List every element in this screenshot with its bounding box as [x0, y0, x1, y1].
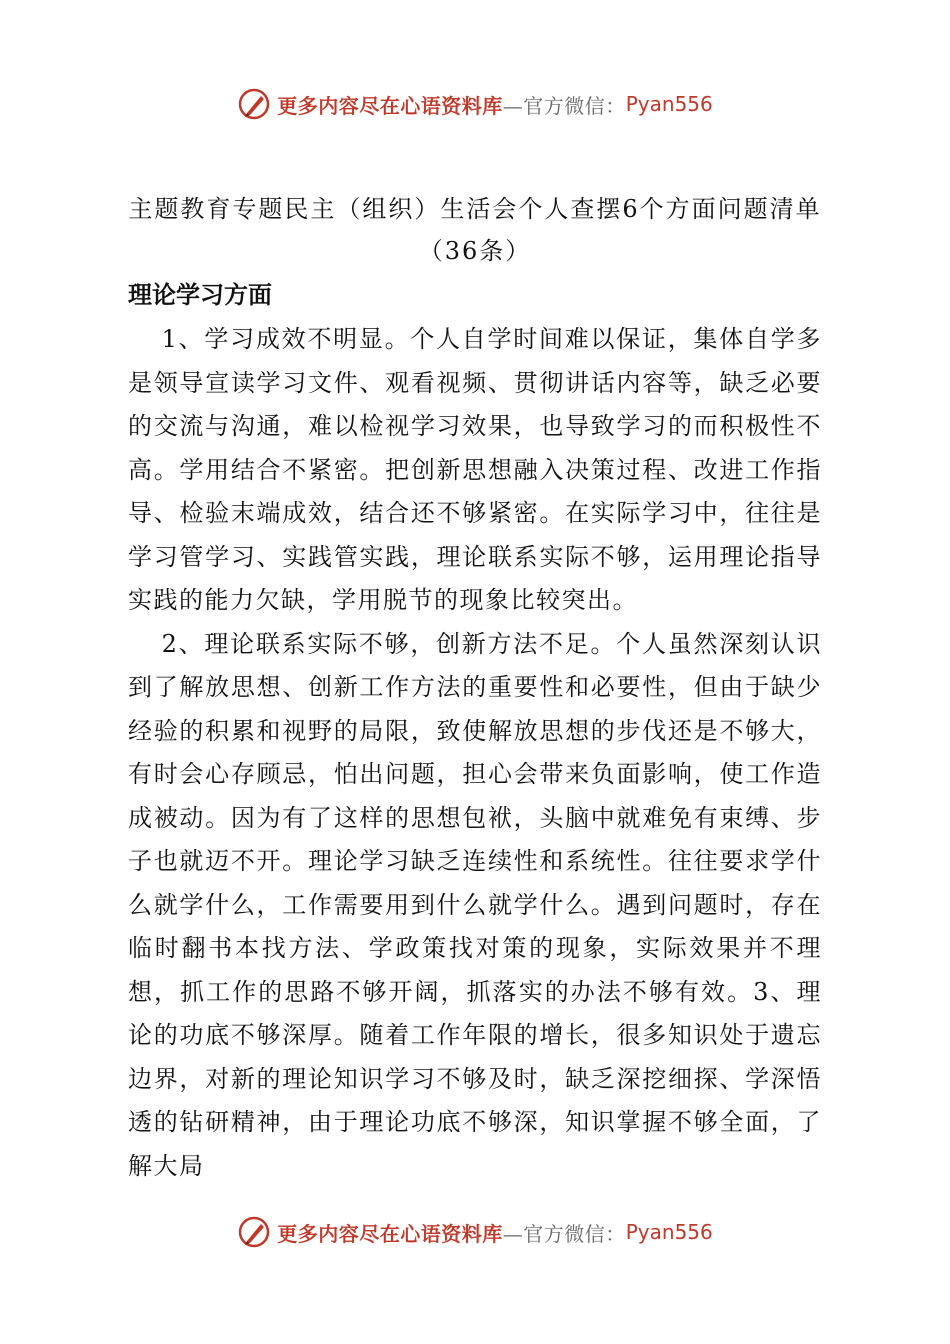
paragraph-1: 1、学习成效不明显。个人自学时间难以保证，集体自学多是领导宣读学习文件、观看视频、贯彻讲话内容等，缺乏必要的交流与沟通，难以检视学习效果，也导致学习的而积极性不高。学用结合不紧密。把创新思想融入决策过程、改进工作指导、检验末端成效，结合还不够紧密。在实际学习中，往往是学习管学习、实践管实践，理论联系实际不够，运用理论指导实践的能力欠缺，学用脱节的现象比较突出。 [128, 325, 822, 614]
banner-wechat-id: Pyan556 [625, 1220, 713, 1244]
footer-watermark-banner [0, 1212, 950, 1252]
document-body [128, 318, 822, 1188]
banner-brand-text: 更多内容尽在心语资料库 [277, 93, 503, 118]
header-watermark-banner [0, 84, 950, 124]
banner-brand-text: 更多内容尽在心语资料库 [277, 1221, 503, 1246]
pen-logo-icon [237, 1215, 271, 1249]
paragraph-2: 2、理论联系实际不够，创新方法不足。个人虽然深刻认识到了解放思想、创新工作方法的重要性和必要性，但由于缺少经验的积累和视野的局限，致使解放思想的步伐还是不够大，有时会心存顾忌，怕出问题，担心会带来负面影响，使工作造成被动。因为有了这样的思想包袱，头脑中就难免有束缚、步子也就迈不开。理论学习缺乏连续性和系统性。往往要求学什么就学什么，工作需要用到什么就学什么。遇到问题时，存在临时翻书本找方法、学政策找对策的现象，实际效果并不理想，抓工作的思路不够开阔，抓落实的办法不够有效。3、理论的功底不够深厚。随着工作年限的增长，很多知识处于遗忘边界，对新的理论知识学习不够及时，缺乏深挖细探、学深悟透的钻研精神，由于理论功底不够深，知识掌握不够全面，了解大局 [128, 629, 822, 1180]
banner-wechat-id: Pyan556 [625, 92, 713, 116]
banner-wechat-label: —官方微信： [502, 93, 626, 118]
section-heading: 理论学习方面 [128, 280, 272, 309]
document-title: 主题教育专题民主（组织）生活会个人查摆6个方面问题清单（36条） [128, 195, 822, 265]
banner-wechat-label: —官方微信： [502, 1221, 626, 1246]
pen-logo-icon [237, 87, 271, 121]
